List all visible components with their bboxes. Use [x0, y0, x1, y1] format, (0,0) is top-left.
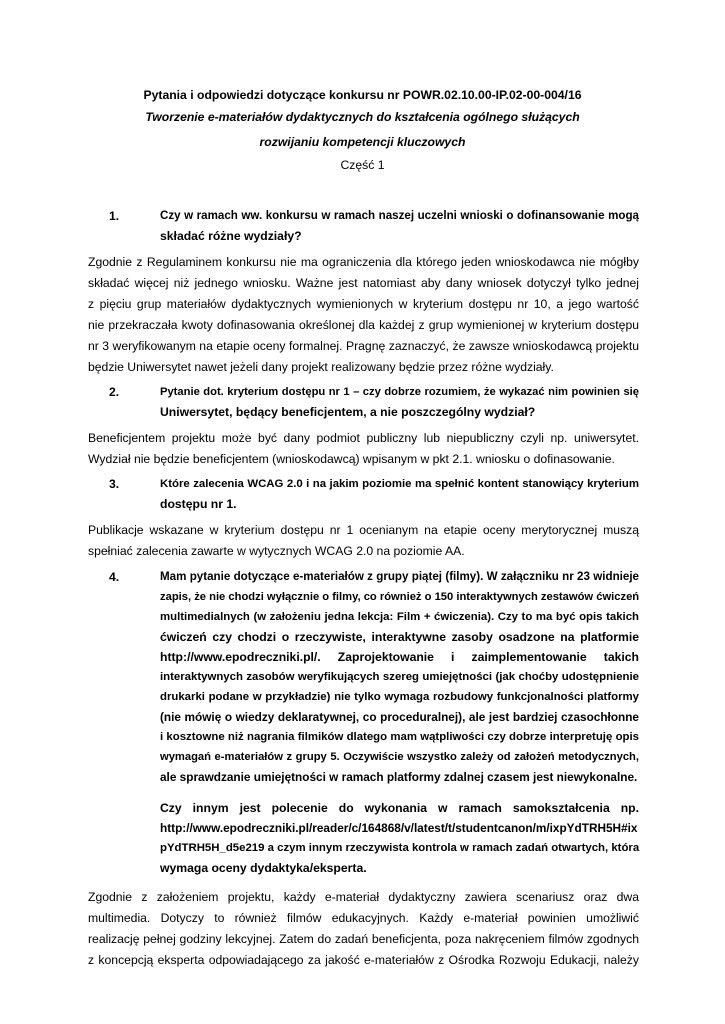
question-text: składać różne wydziały? — [160, 229, 302, 243]
answer-line: składać więcej niż jednego wniosku. Ważne jest natomiast aby dany wniosek dotyczył tylko jednej — [88, 276, 639, 290]
answer-line: Zgodnie z Regulaminem konkursu nie ma ograniczenia dla którego jeden wnioskodawca nie mógłby — [88, 255, 639, 269]
document-subtitle-line2: rozwijaniu kompetencji kluczowych — [259, 135, 466, 149]
question-text: pYdTRH5H_d5e219 a czym innym rzeczywista kontrola w ramach zadań otwartych, która — [160, 842, 640, 854]
question-text: Uniwersytet, będący beneficjentem, a nie poszczególny wydział? — [160, 405, 536, 419]
question-text: wymaga oceny dydaktyka/eksperta. — [160, 861, 367, 875]
answer-line: będzie Uniwersytet nawet jeżeli dany projekt realizowany będzie przez różne wydziały. — [88, 360, 554, 374]
document-title: Pytania i odpowiedzi dotyczące konkursu nr POWR.02.10.00-IP.02-00-004/16 — [143, 88, 582, 102]
question-number: 4. — [109, 570, 120, 584]
answer-line: z pięciu grup materiałów dydaktycznych wymienionych w kryterium dostępu nr 10, a jego wartość — [88, 297, 639, 311]
question-text: ćwiczeń czy chodzi o rzeczywiste, interaktywne zasoby osadzone na platformie — [160, 630, 639, 644]
question-text: dostępu nr 1. — [160, 497, 237, 511]
question-text: zapis, że nie chodzi wyłącznie o filmy, co również o 150 interaktywnych zestawów ćwiczeń — [160, 591, 640, 603]
question-number: 1. — [109, 209, 120, 223]
question-text: Które zalecenia WCAG 2.0 i na jakim poziomie ma spełnić kontent stanowiący kryterium — [160, 478, 639, 490]
question-text: (nie mówię o wiedzy deklaratywnej, co proceduralnej), ale jest bardziej czasochłonne — [160, 710, 639, 724]
part-label: Część 1 — [340, 158, 385, 172]
answer-line: Beneficjentem projektu może być dany podmiot publiczny lub niepubliczny czyli np. uniwersytet. — [88, 431, 639, 445]
question-text: Czy w ramach ww. konkursu w ramach naszej uczelni wnioski o dofinansowanie mogą — [160, 209, 639, 222]
answer-line: Publikacje wskazane w kryterium dostępu nr 1 ocenianym na etapie oceny merytorycznej muszą — [88, 523, 639, 537]
answer-line: multimedia. Dotyczy to również filmów edukacyjnych. Każdy e-materiał powinien umożliwić — [88, 911, 639, 925]
question-text: drukarki podane w przykładzie) nie tylko wymaga rozbudowy funkcjonalności platformy — [160, 691, 639, 703]
question-link-text: http://www.epodreczniki.pl/. Zaprojektowanie i zaimplementowanie takich — [160, 650, 639, 664]
question-text: i kosztowne niż nagrania filmików dlatego mam wątpliwości czy dobrze interpretuję opis — [160, 731, 639, 743]
question-text: Mam pytanie dotyczące e-materiałów z grupy piątej (filmy). W załączniku nr 23 widnieje — [160, 570, 639, 583]
question-text: Czy innym jest polecenie do wykonania w ramach samokształcenia np. — [160, 801, 639, 815]
document-subtitle-line1: Tworzenie e-materiałów dydaktycznych do kształcenia ogólnego służących — [145, 110, 580, 124]
answer-line: nie przekraczała kwoty dofinasowania określonej dla każdej z grup wymienionej w kryterium dostępu — [88, 318, 639, 332]
answer-line: realizację pełnej godziny lekcyjnej. Zatem do zadań beneficjenta, poza nakręceniem filmów zgodnych — [88, 932, 639, 946]
question-link-text: http://www.epodreczniki.pl/reader/c/164868/v/latest/t/studentcanon/m/ixpYdTRH5H#ix — [160, 821, 638, 835]
answer-line: spełniać zalecenia zawarte w wytycznych WCAG 2.0 na poziomie AA. — [88, 544, 465, 558]
question-text: Pytanie dot. kryterium dostępu nr 1 – czy dobrze rozumiem, że wykazać nim powinien się — [160, 386, 639, 398]
question-number: 3. — [109, 477, 120, 491]
answer-line: Zgodnie z założeniem projektu, każdy e-materiał dydaktyczny zawiera scenariusz oraz dwa — [88, 890, 639, 904]
question-text: ale sprawdzanie umiejętności w ramach platformy zdalnej czasem jest niewykonalne. — [160, 770, 638, 784]
answer-line: nr 3 weryfikowanym na etapie oceny formalnej. Pragnę zaznaczyć, że zawsze wnioskodawcą projektu — [88, 339, 639, 353]
answer-line: z koncepcją eksperta odpowiadającego za jakość e-materiałów z Ośrodka Rozwoju Edukacji, należy — [88, 953, 639, 967]
question-text: wymagań e-materiałów z grupy 5. Oczywiście wszystko zależy od założeń metodycznych, — [160, 751, 639, 763]
question-text: interaktywnych zasobów weryfikujących szereg umiejętności (jak choćby udostępnienie — [160, 671, 639, 683]
question-text: multimedialnych (w założeniu jedna lekcja: Film + ćwiczenia). Czy to ma być opis takich — [160, 611, 639, 623]
question-number: 2. — [109, 385, 120, 399]
answer-line: Wydział nie będzie beneficjentem (wnioskodawcą) wpisanym w pkt 2.1. wniosku o dofinasowanie. — [88, 452, 615, 466]
